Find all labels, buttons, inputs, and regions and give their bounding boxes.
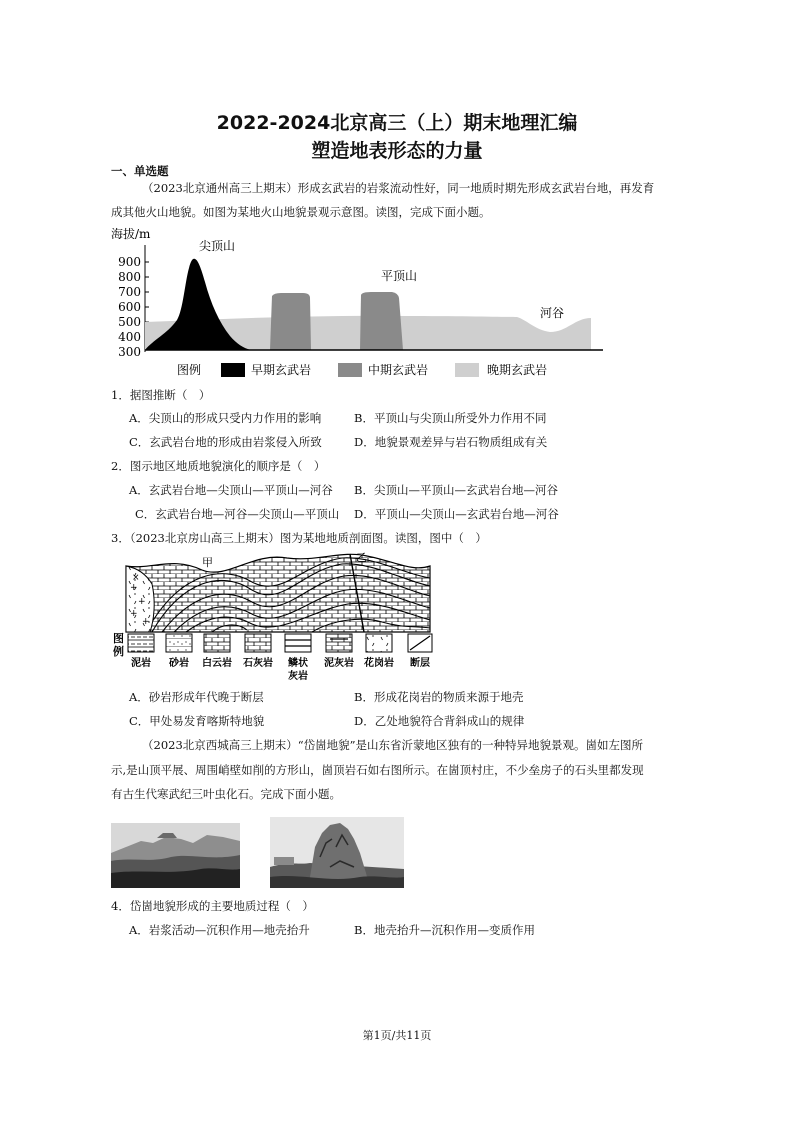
q2-option-c[interactable]: C．玄武岩台地—河谷—尖顶山—平顶山 bbox=[135, 507, 340, 521]
q4-option-b[interactable]: B．地壳抬升—沉积作用—变质作用 bbox=[354, 923, 535, 937]
y-tick: 800 bbox=[118, 270, 141, 284]
legend-swatch-late bbox=[455, 363, 479, 377]
legend-limestone-label: 石灰岩 bbox=[243, 658, 273, 669]
q1-stem: 1．据图推断（ ） bbox=[111, 388, 211, 402]
legend-early-label: 早期玄武岩 bbox=[251, 363, 312, 377]
q1-option-a[interactable]: A．尖顶山的形成只受内力作用的影响 bbox=[129, 411, 322, 425]
daigu-rock-photo bbox=[270, 817, 404, 888]
q1-option-c[interactable]: C．玄武岩台地的形成由岩浆侵入所致 bbox=[129, 435, 322, 449]
legend-granite-swatch bbox=[366, 634, 392, 652]
legend-title-2: 例 bbox=[113, 645, 124, 658]
q2-option-d[interactable]: D．平顶山—尖顶山—玄武岩台地—河谷 bbox=[354, 507, 559, 521]
legend-sandstone-swatch bbox=[166, 634, 192, 652]
y-tick: 700 bbox=[118, 285, 141, 299]
svg-text:+: + bbox=[138, 597, 146, 607]
legend-title: 图例 bbox=[177, 363, 202, 377]
y-tick: 400 bbox=[118, 330, 141, 344]
intro1-line1: （2023北京通州高三上期末）形成玄武岩的岩浆流动性好，同一地质时期先形成玄武岩台地，再发育 bbox=[142, 181, 655, 195]
geological-section-figure bbox=[112, 550, 442, 685]
location-jia-label: 甲 bbox=[202, 556, 213, 569]
svg-text:+: + bbox=[130, 583, 138, 593]
cross-section bbox=[126, 554, 430, 632]
q3-option-b[interactable]: B．形成花岗岩的物质来源于地壳 bbox=[354, 690, 524, 704]
legend-marl-swatch bbox=[326, 634, 352, 652]
q2-option-b[interactable]: B．尖顶山—平顶山—玄武岩台地—河谷 bbox=[354, 483, 558, 497]
y-tick: 300 bbox=[118, 345, 141, 359]
legend-mudstone-swatch bbox=[128, 634, 154, 652]
q3-stem: 3．（2023北京房山高三上期末）图为某地地质剖面图。读图，图中（ ） bbox=[111, 531, 487, 545]
legend-fault-label: 断层 bbox=[410, 658, 430, 669]
q4-stem: 4．岱崮地貌形成的主要地质过程（ ） bbox=[111, 899, 314, 913]
legend-granite-label: 花岗岩 bbox=[364, 658, 394, 669]
legend-oolitic-label-2: 灰岩 bbox=[288, 671, 308, 682]
intro1-line2: 成其他火山地貌。如图为某地火山地貌景观示意图。读图，完成下面小题。 bbox=[111, 205, 491, 219]
legend-title-1: 图 bbox=[113, 632, 124, 645]
intro2-line2: 示,是山顶平展、周围峭壁如削的方形山，崮顶岩石如右图所示。在崮顶村庄，不少垒房子的石头里都发现 bbox=[111, 763, 644, 777]
y-tick: 600 bbox=[118, 300, 141, 314]
document-title: 2022-2024北京高三（上）期末地理汇编 bbox=[216, 112, 578, 134]
y-axis-label: 海拔/m bbox=[111, 227, 151, 241]
location-yi-label: 乙 bbox=[356, 551, 367, 564]
legend-marl-label: 泥灰岩 bbox=[324, 658, 354, 669]
legend-oolitic-limestone-swatch bbox=[285, 634, 311, 652]
q3-option-d[interactable]: D．乙处地貌符合背斜成山的规律 bbox=[354, 714, 525, 728]
legend-oolitic-label-1: 鳞状 bbox=[288, 658, 308, 669]
q4-option-a[interactable]: A．岩浆活动—沉积作用—地壳抬升 bbox=[129, 923, 310, 937]
legend-dolomite-swatch bbox=[204, 634, 230, 652]
mid-basalt-mesa-right bbox=[360, 292, 403, 350]
daigu-landscape-photo bbox=[111, 823, 240, 888]
q2-option-a[interactable]: A．玄武岩台地—尖顶山—平顶山—河谷 bbox=[129, 483, 333, 497]
legend-mid-label: 中期玄武岩 bbox=[368, 363, 429, 377]
q1-option-d[interactable]: D．地貌景观差异与岩石物质组成有关 bbox=[354, 435, 548, 449]
legend-dolomite-label: 白云岩 bbox=[202, 658, 232, 669]
valley-label: 河谷 bbox=[540, 306, 565, 320]
legend-late-label: 晚期玄武岩 bbox=[487, 363, 548, 377]
legend-sandstone-label: 砂岩 bbox=[169, 658, 189, 669]
q2-stem: 2．图示地区地质地貌演化的顺序是（ ） bbox=[111, 459, 326, 473]
q3-option-c[interactable]: C．甲处易发育喀斯特地貌 bbox=[129, 714, 265, 728]
intro2-line1: （2023北京西城高三上期末）“岱崮地貌”是山东省沂蒙地区独有的一种特异地貌景观。崮如左图所 bbox=[142, 738, 644, 752]
y-tick: 900 bbox=[118, 255, 141, 269]
volcanic-landform-figure bbox=[105, 222, 605, 382]
q1-option-b[interactable]: B．平顶山与尖顶山所受外力作用不同 bbox=[354, 411, 547, 425]
mid-basalt-mesa-left bbox=[270, 293, 311, 350]
peak-label: 尖顶山 bbox=[199, 239, 236, 253]
y-tick: 500 bbox=[118, 315, 141, 329]
svg-text:×: × bbox=[132, 573, 140, 583]
document-subtitle: 塑造地表形态的力量 bbox=[311, 140, 483, 162]
legend-swatch-early bbox=[221, 363, 245, 377]
legend-limestone-swatch bbox=[245, 634, 271, 652]
q3-option-a[interactable]: A．砂岩形成年代晚于断层 bbox=[129, 690, 264, 704]
intro2-line3: 有古生代寒武纪三叶虫化石。完成下面小题。 bbox=[111, 787, 341, 801]
svg-text:+: + bbox=[142, 617, 150, 627]
section-heading: 一、单选题 bbox=[111, 164, 169, 178]
legend-mudstone-label: 泥岩 bbox=[131, 658, 151, 669]
flat-top-label: 平顶山 bbox=[381, 269, 418, 283]
svg-text:+: + bbox=[130, 609, 138, 619]
legend-swatch-mid bbox=[338, 363, 362, 377]
page-footer: 第1页/共11页 bbox=[362, 1029, 432, 1042]
